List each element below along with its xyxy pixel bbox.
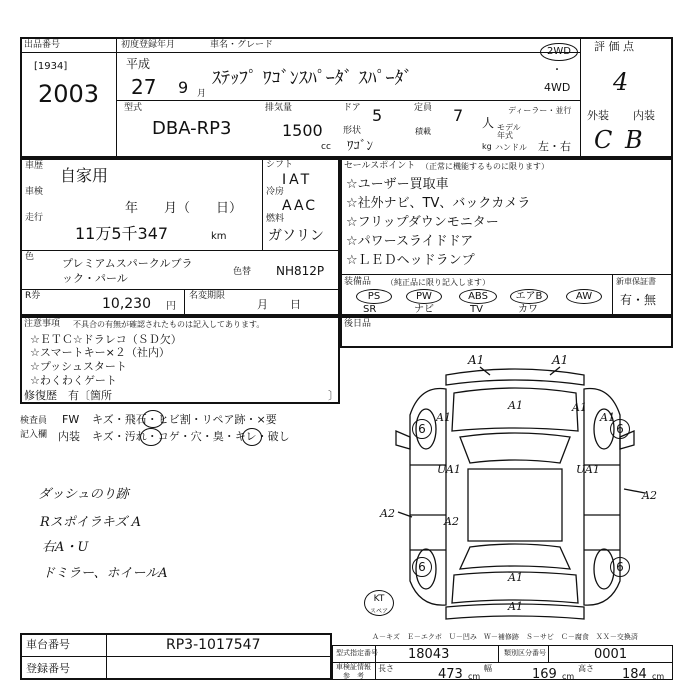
- exterior-grade: C: [594, 126, 613, 154]
- handle-value: 左・右: [538, 140, 571, 153]
- class-label: 類別区分番号: [504, 649, 546, 657]
- note-item: ☆ＥＴＣ☆ドラレコ（ＳＤ欠）: [30, 333, 182, 346]
- dims-label: 車検証情報: [336, 663, 371, 671]
- mileage-label: 走行: [25, 213, 44, 223]
- length-label: 長さ: [378, 664, 394, 673]
- warranty-value: 有・無: [620, 293, 657, 307]
- equip-sr: SR: [363, 304, 377, 315]
- damage-mark: UA1: [576, 463, 600, 476]
- divider: [340, 274, 673, 275]
- width-label: 幅: [484, 664, 492, 673]
- rear-window: [460, 544, 570, 569]
- inspection-value: 年 月（ 日）: [125, 201, 243, 216]
- damage-mark: A1: [468, 353, 485, 367]
- month: 9: [178, 78, 189, 97]
- note-item: ☆プッシュスタート: [30, 360, 127, 373]
- class-value: 0001: [594, 647, 628, 662]
- ac-label: 冷房: [266, 187, 285, 197]
- damage-mark: A1: [552, 353, 569, 367]
- equip-pw: PW: [406, 289, 442, 304]
- doors-value: 5: [372, 106, 383, 125]
- fw-label: FW: [62, 413, 80, 426]
- shape-label: 形状: [343, 126, 362, 136]
- divider: [106, 633, 107, 680]
- divider: [116, 100, 580, 101]
- damage-mark: A1: [508, 600, 523, 613]
- chassis-value: RP3-1017547: [166, 637, 261, 653]
- height-value: 184: [622, 667, 647, 682]
- model-year-label: モデル年式: [497, 123, 521, 140]
- damage-mark: A1: [508, 571, 523, 584]
- damage-mark-circled: 6: [412, 419, 432, 439]
- equip-tv: TV: [470, 304, 483, 315]
- equip-leather: カワ: [518, 304, 538, 315]
- equip-abs: ABS: [459, 289, 497, 304]
- note-item: ☆わくわくゲート: [30, 374, 117, 387]
- divider: [20, 656, 332, 657]
- color-value-2: ック・パール: [62, 272, 128, 285]
- equipment-label: 装備品: [344, 277, 372, 287]
- fw-items: キズ・飛石・ヒビ割・リペア跡・×要: [92, 413, 277, 426]
- cm-unit: cm: [652, 672, 665, 681]
- interior-label: 内装: [633, 109, 655, 122]
- mileage-value: 11万5千347: [75, 224, 169, 243]
- height-label: 高さ: [578, 664, 594, 673]
- year: 27: [131, 75, 157, 99]
- capacity-label: 定員: [414, 103, 433, 113]
- inspector-label-1: 検査員: [20, 416, 48, 426]
- handwritten-note: ダッシュのり跡: [38, 487, 129, 502]
- stamp-sub: スペア: [369, 608, 388, 615]
- ac-value: AAC: [282, 198, 318, 214]
- yen-unit: 円: [166, 301, 176, 312]
- type-cert-value: 18043: [408, 647, 450, 662]
- sales-item: ☆ユーザー買取車: [346, 177, 449, 192]
- damage-mark: A1: [436, 411, 451, 424]
- front-bumper: [446, 369, 584, 385]
- interior-grade: B: [625, 126, 643, 154]
- damage-mark: A2: [642, 489, 657, 502]
- equipment-note: （純正品に限り記入します）: [386, 278, 490, 287]
- inspector-label-2: 記入欄: [20, 430, 48, 440]
- damage-mark-circled: 6: [412, 557, 432, 577]
- note-item: ☆スマートキー×２（社内）: [30, 346, 170, 359]
- type-cert-label: 型式指定番号: [336, 649, 378, 657]
- warranty-label: 新車保証書: [616, 277, 656, 286]
- damage-mark-circled: 6: [610, 419, 630, 439]
- damage-mark: UA1: [437, 463, 461, 476]
- sales-item: ☆社外ナビ、TV、バックカメラ: [346, 196, 531, 211]
- chassis-label: 車台番号: [26, 638, 70, 651]
- grade-value: 4: [613, 68, 629, 96]
- era: 平成: [126, 57, 151, 71]
- damage-mark: A2: [380, 507, 395, 520]
- reg-year-label: 初度登録年月: [121, 40, 176, 50]
- cc-unit: cc: [321, 142, 331, 152]
- color-no-label: 色替: [233, 267, 252, 277]
- notes-label: 注意事項: [24, 319, 61, 329]
- shift-value: IAT: [282, 172, 313, 188]
- capacity-value: 7: [453, 106, 464, 125]
- grade-label: 評 価 点: [594, 40, 634, 53]
- damage-mark-circled: 6: [610, 557, 630, 577]
- load-label: 積載: [415, 127, 431, 136]
- lot-number: 2003: [38, 80, 100, 108]
- equip-navi: ナビ: [414, 304, 434, 315]
- model-label: 型式: [124, 103, 143, 113]
- inspector-stamp: [364, 590, 394, 616]
- km-unit: km: [211, 231, 227, 242]
- repair-close: 〕: [328, 389, 339, 402]
- kg-unit: kg: [482, 142, 492, 151]
- handwritten-note: Rスポイラキズ A: [40, 515, 142, 530]
- dealer-label: ディーラー・並行: [508, 106, 572, 115]
- month-unit: 月: [197, 89, 207, 99]
- shift-label: シフト: [266, 160, 294, 170]
- equip-aw: AW: [566, 289, 602, 304]
- divider: [262, 158, 263, 250]
- recycle-value: 10,230: [102, 296, 151, 312]
- equip-ps: PS: [356, 289, 392, 304]
- exterior-label: 外装: [587, 109, 609, 122]
- lot-sub: [1934]: [34, 61, 68, 72]
- displacement-value: 1500: [282, 121, 323, 140]
- color-label: 色: [25, 252, 35, 262]
- divider: [20, 289, 340, 290]
- color-value-1: プレミアムスパークルブラ: [62, 257, 193, 270]
- width-value: 169: [532, 667, 557, 682]
- inspection-label: 車検: [25, 187, 44, 197]
- interior-insp-label: 内装: [58, 430, 80, 443]
- drive-2wd: 2WD: [540, 43, 578, 61]
- damage-legend: Ａ－キズ Ｅ－エクボ Ｕ－凹み Ｗ－補修跡 Ｓ－サビ Ｃ－腐食 ＸＸ－交換済: [372, 633, 638, 641]
- divider: [184, 289, 185, 316]
- usage-label: 車歴: [25, 161, 44, 171]
- damage-mark: A2: [444, 515, 459, 528]
- make-grade-label: 車名・グレード: [210, 40, 274, 50]
- repair-value: 有〔箇所: [68, 389, 112, 402]
- fuel-value: ガソリン: [268, 228, 324, 244]
- sales-item: ☆パワースライドドア: [346, 234, 474, 249]
- color-no-value: NH812P: [276, 264, 325, 278]
- left-mirror: [396, 431, 410, 449]
- handwritten-note: 右A・U: [42, 540, 89, 555]
- drive-4wd: 4WD: [544, 81, 571, 94]
- recycle-label: R券: [25, 291, 41, 301]
- equip-airbag: エアB: [510, 289, 548, 304]
- handwritten-note: ドミラー、ホイールA: [42, 566, 168, 581]
- damage-mark: A1: [600, 411, 615, 424]
- length-value: 473: [438, 667, 463, 682]
- lot-label: 出品番号: [24, 40, 61, 50]
- sales-note: （正常に機能するものに限ります）: [421, 162, 549, 171]
- divider: [580, 37, 581, 158]
- car-name: ｽﾃｯﾌﾟ ﾜｺﾞﾝｽﾊﾟｰﾀﾞ ｽﾊﾟｰﾀﾞ: [212, 68, 413, 89]
- doors-label: ドア: [343, 103, 361, 113]
- model-value: DBA-RP3: [152, 118, 232, 139]
- stamp-initials: KT: [373, 594, 385, 604]
- dims-sub: 参 考: [343, 672, 364, 680]
- divider: [498, 645, 499, 662]
- reg-label: 登録番号: [26, 662, 70, 675]
- drive-dot: ・: [552, 65, 562, 76]
- name-change-value: 月 日: [257, 298, 301, 311]
- divider: [548, 645, 549, 662]
- divider: [20, 250, 340, 251]
- cm-unit: cm: [468, 672, 481, 681]
- rear-frame: [340, 316, 673, 348]
- interior-items: キズ・汚れ・コゲ・穴・臭・キレ・破し: [92, 430, 290, 443]
- windshield: [460, 433, 570, 463]
- fuel-label: 燃料: [266, 214, 285, 224]
- sales-label: セールスポイント: [344, 161, 416, 171]
- cm-unit: cm: [562, 672, 575, 681]
- usage-value: 自家用: [60, 166, 109, 185]
- divider: [116, 37, 117, 158]
- damage-mark: A1: [508, 399, 523, 412]
- handle-label: ハンドル: [495, 143, 527, 152]
- damage-mark: A1: [572, 401, 587, 414]
- notes-note: 不具合の有無が確認されたものは記入してあります。: [73, 320, 265, 329]
- sales-item: ☆ＬＥＤヘッドランプ: [346, 253, 475, 268]
- fw-circle-mark: [142, 410, 164, 428]
- divider: [20, 52, 580, 53]
- repair-label: 修復歴: [24, 389, 57, 402]
- rear-label: 後日品: [344, 319, 372, 329]
- person-unit: 人: [482, 116, 495, 130]
- shape-value: ﾜｺﾞﾝ: [347, 139, 373, 154]
- roof: [468, 469, 562, 541]
- odor-circle-mark: [242, 428, 262, 446]
- interior-circle-mark: [140, 428, 162, 446]
- sales-item: ☆フリップダウンモニター: [346, 215, 499, 230]
- divider: [332, 662, 673, 663]
- displacement-label: 排気量: [265, 103, 293, 113]
- divider: [612, 274, 613, 316]
- name-change-label: 名変期限: [189, 291, 226, 301]
